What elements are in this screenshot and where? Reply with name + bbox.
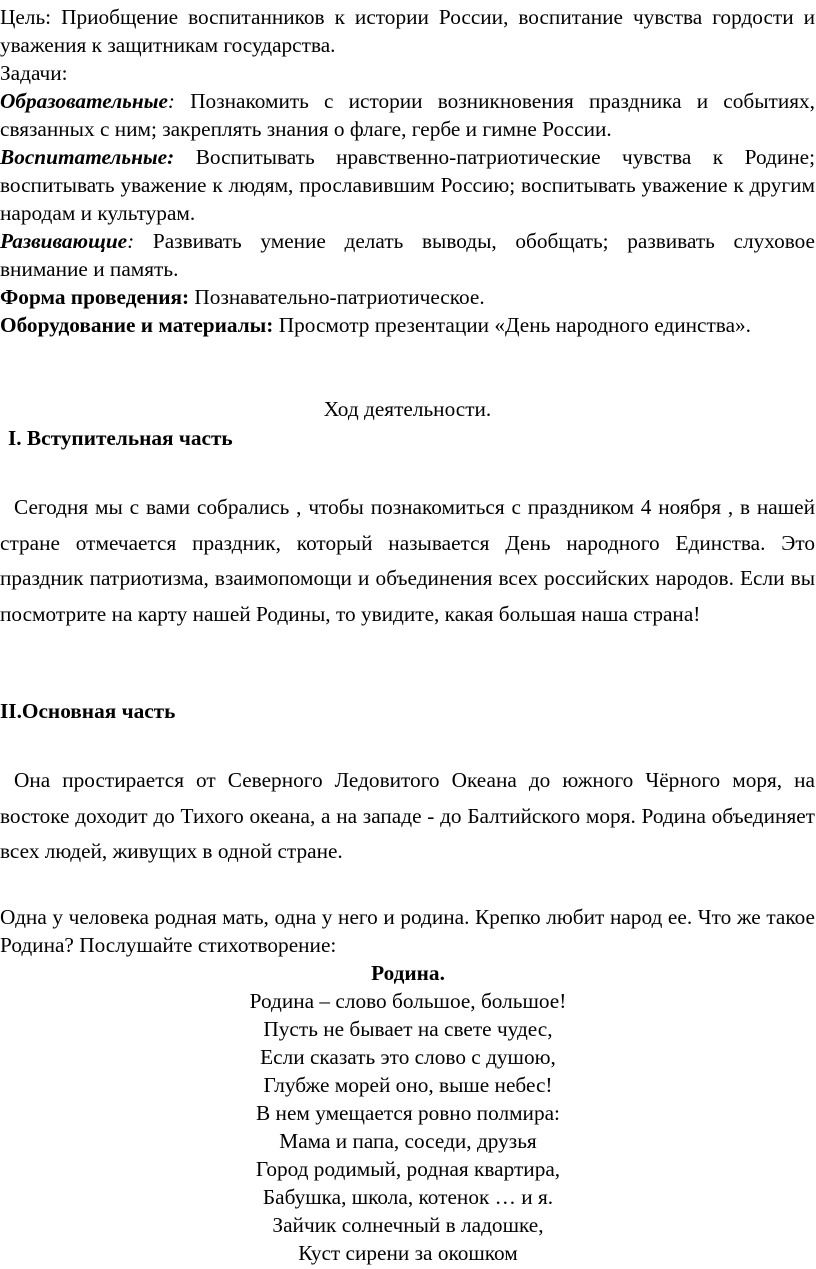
poem-line: Зайчик солнечный в ладошке, — [272, 1213, 544, 1237]
section1-paragraph: Сегодня мы с вами собрались , чтобы познакомиться с праздником 4 ноября , в нашей стране отмечается праздник, который называется День народного Единства. Это праздник патриотизма, взаимопомощи и объединения всех российских народов. Если вы посмотрите на карту нашей Родины, то увидите, какая большая наша страна! — [0, 495, 815, 626]
task-upbringing-text: Воспитывать нравственно-патриотические чувства к Родине; воспитывать уважение к людям, прославившим Россию; воспитывать уважение к другим народам и культурам. — [0, 145, 815, 225]
task-upbringing-label: Воспитательные: — [0, 145, 175, 169]
task-educational-sep: : — [167, 89, 176, 113]
task-developmental-text: Развивать умение делать выводы, обобщать; развивать слуховое внимание и память. — [0, 229, 815, 281]
equipment-label: Оборудование и материалы: — [0, 313, 274, 337]
form-label: Форма проведения: — [0, 285, 190, 309]
section2-paragraph: Она простирается от Северного Ледовитого Океана до южного Чёрного моря, на востоке доходит до Тихого океана, а на западе - до Балтийского моря. Родина объединяет всех людей, живущих в одной стране. — [0, 768, 815, 864]
poem-line: Бабушка, школа, котенок … и я. — [262, 1185, 554, 1209]
poem-line: Куст сирени за окошком — [298, 1241, 518, 1265]
task-developmental-sep: : — [127, 229, 135, 253]
equipment-text: Просмотр презентации «День народного единства». — [278, 313, 752, 337]
goal-text: Приобщение воспитанников к истории России, воспитание чувства гордости и уважения к защитникам государства. — [0, 5, 816, 57]
poem-line: Если сказать это слово с душою, — [260, 1045, 556, 1069]
poem-line: Родина – слово большое, большое! — [249, 989, 567, 1013]
poem-line: Пусть не бывает на свете чудес, — [263, 1017, 553, 1041]
task-upbringing — [0, 143, 815, 227]
task-developmental-label: Развивающие — [0, 229, 128, 253]
activity-title: Ход деятельности. — [323, 397, 492, 421]
poem-line: В нем умещается ровно полмира: — [256, 1101, 560, 1125]
goal-label: Цель: — [0, 5, 52, 29]
task-educational-label: Образовательные — [0, 89, 168, 113]
section1-heading: I. Вступительная часть — [8, 426, 233, 450]
section2-heading: II.Основная часть — [0, 699, 176, 723]
poem-line: Глубже морей оно, выше небес! — [263, 1073, 553, 1097]
tasks-heading: Задачи: — [0, 61, 68, 85]
form-paragraph — [0, 283, 815, 311]
poem-line: Мама и папа, соседи, друзья — [279, 1129, 537, 1153]
poem-title: Родина. — [371, 961, 445, 985]
task-developmental — [0, 227, 815, 283]
poem-line: Город родимый, родная квартира, — [255, 1157, 561, 1181]
poem — [0, 959, 816, 1267]
section2-intro: Одна у человека родная мать, одна у него и родина. Крепко любит народ ее. Что же такое Родина? Послушайте стихотворение: — [0, 905, 815, 957]
task-educational-text: Познакомить с истории возникновения праздника и событиях, связанных с ним; закреплять знания о флаге, гербе и гимне России. — [0, 89, 816, 141]
equipment-paragraph — [0, 311, 815, 339]
form-text: Познавательно-патриотическое. — [194, 285, 485, 309]
goal-paragraph — [0, 3, 815, 59]
task-educational — [0, 87, 815, 143]
